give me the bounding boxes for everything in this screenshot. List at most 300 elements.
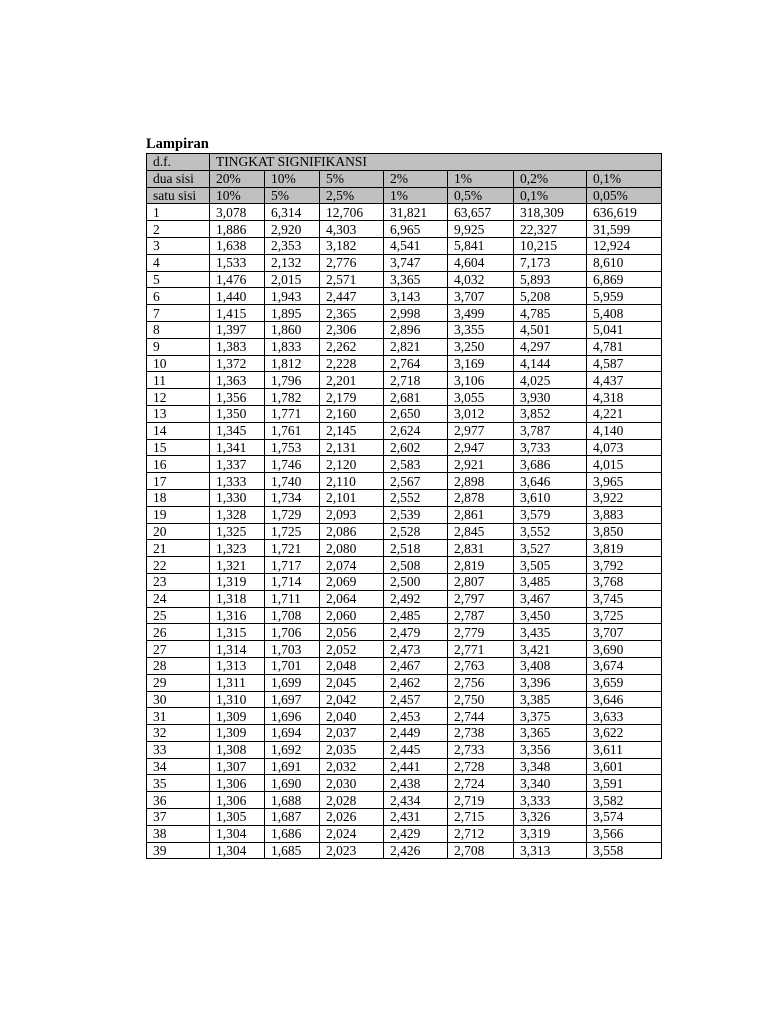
critical-value-cell: 5,408	[587, 305, 662, 322]
critical-value-cell: 318,309	[514, 204, 587, 221]
critical-value-cell: 3,611	[587, 741, 662, 758]
critical-value-cell: 3,182	[320, 237, 384, 254]
critical-value-cell: 1,309	[210, 708, 265, 725]
critical-value-cell: 1,328	[210, 506, 265, 523]
df-cell: 37	[147, 809, 210, 826]
table-row	[147, 439, 662, 456]
critical-value-cell: 8,610	[587, 254, 662, 271]
critical-value-cell: 1,311	[210, 674, 265, 691]
critical-value-cell: 4,144	[514, 355, 587, 372]
critical-value-cell: 3,747	[384, 254, 448, 271]
critical-value-cell: 2,681	[384, 389, 448, 406]
critical-value-cell: 1,761	[265, 422, 320, 439]
critical-value-cell: 1,307	[210, 758, 265, 775]
critical-value-cell: 3,733	[514, 439, 587, 456]
critical-value-cell: 1,685	[265, 842, 320, 859]
critical-value-cell: 2,977	[448, 422, 514, 439]
critical-value-cell: 3,326	[514, 809, 587, 826]
critical-value-cell: 3,313	[514, 842, 587, 859]
df-cell: 32	[147, 725, 210, 742]
critical-value-cell: 4,541	[384, 237, 448, 254]
critical-value-cell: 3,348	[514, 758, 587, 775]
critical-value-cell: 3,143	[384, 288, 448, 305]
table-row	[147, 305, 662, 322]
critical-value-cell: 1,321	[210, 557, 265, 574]
critical-value-cell: 1,687	[265, 809, 320, 826]
critical-value-cell: 5,041	[587, 321, 662, 338]
two-tailed-level: 5%	[320, 170, 384, 187]
critical-value-cell: 2,807	[448, 573, 514, 590]
critical-value-cell: 2,438	[384, 775, 448, 792]
df-cell: 29	[147, 674, 210, 691]
critical-value-cell: 1,696	[265, 708, 320, 725]
critical-value-cell: 1,688	[265, 792, 320, 809]
critical-value-cell: 2,074	[320, 557, 384, 574]
critical-value-cell: 3,505	[514, 557, 587, 574]
critical-value-cell: 2,447	[320, 288, 384, 305]
df-cell: 22	[147, 557, 210, 574]
table-row	[147, 540, 662, 557]
critical-value-cell: 1,895	[265, 305, 320, 322]
critical-value-cell: 2,080	[320, 540, 384, 557]
table-row	[147, 607, 662, 624]
critical-value-cell: 3,055	[448, 389, 514, 406]
critical-value-cell: 2,764	[384, 355, 448, 372]
critical-value-cell: 3,527	[514, 540, 587, 557]
critical-value-cell: 1,323	[210, 540, 265, 557]
critical-value-cell: 3,250	[448, 338, 514, 355]
table-row	[147, 557, 662, 574]
critical-value-cell: 1,337	[210, 456, 265, 473]
critical-value-cell: 2,228	[320, 355, 384, 372]
critical-value-cell: 4,140	[587, 422, 662, 439]
critical-value-cell: 3,646	[514, 473, 587, 490]
critical-value-cell: 1,313	[210, 657, 265, 674]
critical-value-cell: 2,921	[448, 456, 514, 473]
critical-value-cell: 2,500	[384, 573, 448, 590]
critical-value-cell: 3,659	[587, 674, 662, 691]
critical-value-cell: 2,831	[448, 540, 514, 557]
one-tailed-level: 2,5%	[320, 187, 384, 204]
df-cell: 10	[147, 355, 210, 372]
critical-value-cell: 3,792	[587, 557, 662, 574]
critical-value-cell: 1,714	[265, 573, 320, 590]
critical-value-cell: 6,869	[587, 271, 662, 288]
df-cell: 33	[147, 741, 210, 758]
critical-value-cell: 2,037	[320, 725, 384, 742]
critical-value-cell: 1,345	[210, 422, 265, 439]
df-cell: 11	[147, 372, 210, 389]
critical-value-cell: 1,833	[265, 338, 320, 355]
critical-value-cell: 1,753	[265, 439, 320, 456]
df-cell: 20	[147, 523, 210, 540]
table-row	[147, 221, 662, 238]
critical-value-cell: 2,718	[384, 372, 448, 389]
critical-value-cell: 1,372	[210, 355, 265, 372]
df-cell: 1	[147, 204, 210, 221]
critical-value-cell: 9,925	[448, 221, 514, 238]
critical-value-cell: 1,397	[210, 321, 265, 338]
one-tailed-level: 0,05%	[587, 187, 662, 204]
critical-value-cell: 1,309	[210, 725, 265, 742]
critical-value-cell: 4,501	[514, 321, 587, 338]
df-cell: 13	[147, 405, 210, 422]
df-cell: 34	[147, 758, 210, 775]
critical-value-cell: 3,333	[514, 792, 587, 809]
critical-value-cell: 2,262	[320, 338, 384, 355]
df-cell: 27	[147, 641, 210, 658]
critical-value-cell: 4,025	[514, 372, 587, 389]
critical-value-cell: 2,571	[320, 271, 384, 288]
critical-value-cell: 2,015	[265, 271, 320, 288]
critical-value-cell: 2,998	[384, 305, 448, 322]
critical-value-cell: 2,708	[448, 842, 514, 859]
df-cell: 38	[147, 825, 210, 842]
df-cell: 18	[147, 489, 210, 506]
critical-value-cell: 3,622	[587, 725, 662, 742]
two-tailed-level: 10%	[265, 170, 320, 187]
critical-value-cell: 2,878	[448, 489, 514, 506]
critical-value-cell: 3,582	[587, 792, 662, 809]
table-row	[147, 523, 662, 540]
critical-value-cell: 3,707	[448, 288, 514, 305]
table-row	[147, 725, 662, 742]
critical-value-cell: 3,601	[587, 758, 662, 775]
critical-value-cell: 2,528	[384, 523, 448, 540]
critical-value-cell: 2,060	[320, 607, 384, 624]
critical-value-cell: 4,303	[320, 221, 384, 238]
critical-value-cell: 1,415	[210, 305, 265, 322]
critical-value-cell: 3,078	[210, 204, 265, 221]
critical-value-cell: 4,015	[587, 456, 662, 473]
critical-value-cell: 12,924	[587, 237, 662, 254]
critical-value-cell: 3,965	[587, 473, 662, 490]
critical-value-cell: 1,319	[210, 573, 265, 590]
header-row-two-tailed	[147, 170, 662, 187]
critical-value-cell: 3,633	[587, 708, 662, 725]
critical-value-cell: 5,208	[514, 288, 587, 305]
critical-value-cell: 2,026	[320, 809, 384, 826]
critical-value-cell: 1,476	[210, 271, 265, 288]
table-row	[147, 842, 662, 859]
critical-value-cell: 1,782	[265, 389, 320, 406]
critical-value-cell: 2,457	[384, 691, 448, 708]
table-row	[147, 741, 662, 758]
critical-value-cell: 2,028	[320, 792, 384, 809]
critical-value-cell: 1,325	[210, 523, 265, 540]
critical-value-cell: 1,363	[210, 372, 265, 389]
header-significance-cell: TINGKAT SIGNIFIKANSI	[210, 154, 662, 171]
df-cell: 26	[147, 624, 210, 641]
critical-value-cell: 3,725	[587, 607, 662, 624]
critical-value-cell: 6,314	[265, 204, 320, 221]
critical-value-cell: 3,852	[514, 405, 587, 422]
critical-value-cell: 2,821	[384, 338, 448, 355]
one-tailed-level: 5%	[265, 187, 320, 204]
critical-value-cell: 2,479	[384, 624, 448, 641]
critical-value-cell: 1,860	[265, 321, 320, 338]
critical-value-cell: 3,566	[587, 825, 662, 842]
critical-value-cell: 3,883	[587, 506, 662, 523]
critical-value-cell: 2,429	[384, 825, 448, 842]
two-tailed-level: 0,1%	[587, 170, 662, 187]
table-row	[147, 825, 662, 842]
critical-value-cell: 2,045	[320, 674, 384, 691]
critical-value-cell: 1,333	[210, 473, 265, 490]
critical-value-cell: 1,734	[265, 489, 320, 506]
critical-value-cell: 2,724	[448, 775, 514, 792]
critical-value-cell: 3,745	[587, 590, 662, 607]
df-cell: 31	[147, 708, 210, 725]
critical-value-cell: 3,558	[587, 842, 662, 859]
critical-value-cell: 2,733	[448, 741, 514, 758]
critical-value-cell: 2,093	[320, 506, 384, 523]
df-cell: 23	[147, 573, 210, 590]
critical-value-cell: 1,729	[265, 506, 320, 523]
critical-value-cell: 3,850	[587, 523, 662, 540]
critical-value-cell: 2,145	[320, 422, 384, 439]
critical-value-cell: 5,959	[587, 288, 662, 305]
header-df-cell: d.f.	[147, 154, 210, 171]
critical-value-cell: 2,353	[265, 237, 320, 254]
critical-value-cell: 1,341	[210, 439, 265, 456]
df-cell: 24	[147, 590, 210, 607]
critical-value-cell: 3,646	[587, 691, 662, 708]
critical-value-cell: 5,893	[514, 271, 587, 288]
critical-value-cell: 2,797	[448, 590, 514, 607]
critical-value-cell: 3,552	[514, 523, 587, 540]
critical-value-cell: 1,308	[210, 741, 265, 758]
critical-value-cell: 1,746	[265, 456, 320, 473]
critical-value-cell: 3,686	[514, 456, 587, 473]
critical-value-cell: 1,533	[210, 254, 265, 271]
critical-value-cell: 1,699	[265, 674, 320, 691]
critical-value-cell: 2,120	[320, 456, 384, 473]
critical-value-cell: 2,567	[384, 473, 448, 490]
df-cell: 5	[147, 271, 210, 288]
critical-value-cell: 2,042	[320, 691, 384, 708]
table-row	[147, 809, 662, 826]
critical-value-cell: 3,787	[514, 422, 587, 439]
df-cell: 36	[147, 792, 210, 809]
table-row	[147, 254, 662, 271]
critical-value-cell: 3,591	[587, 775, 662, 792]
critical-value-cell: 1,691	[265, 758, 320, 775]
critical-value-cell: 3,340	[514, 775, 587, 792]
critical-value-cell: 2,101	[320, 489, 384, 506]
critical-value-cell: 1,383	[210, 338, 265, 355]
critical-value-cell: 2,434	[384, 792, 448, 809]
critical-value-cell: 2,132	[265, 254, 320, 271]
critical-value-cell: 2,365	[320, 305, 384, 322]
critical-value-cell: 1,350	[210, 405, 265, 422]
df-cell: 28	[147, 657, 210, 674]
df-cell: 9	[147, 338, 210, 355]
table-row	[147, 456, 662, 473]
critical-value-cell: 2,920	[265, 221, 320, 238]
df-cell: 6	[147, 288, 210, 305]
critical-value-cell: 1,771	[265, 405, 320, 422]
critical-value-cell: 2,518	[384, 540, 448, 557]
critical-value-cell: 3,365	[384, 271, 448, 288]
two-tailed-label: dua sisi	[147, 170, 210, 187]
critical-value-cell: 4,587	[587, 355, 662, 372]
critical-value-cell: 2,719	[448, 792, 514, 809]
df-cell: 35	[147, 775, 210, 792]
critical-value-cell: 2,744	[448, 708, 514, 725]
critical-value-cell: 4,604	[448, 254, 514, 271]
critical-value-cell: 2,602	[384, 439, 448, 456]
critical-value-cell: 2,024	[320, 825, 384, 842]
critical-value-cell: 1,943	[265, 288, 320, 305]
t-distribution-table	[146, 153, 662, 859]
critical-value-cell: 4,221	[587, 405, 662, 422]
table-row	[147, 204, 662, 221]
table-row	[147, 792, 662, 809]
table-row	[147, 708, 662, 725]
df-cell: 4	[147, 254, 210, 271]
critical-value-cell: 2,624	[384, 422, 448, 439]
critical-value-cell: 1,708	[265, 607, 320, 624]
critical-value-cell: 3,768	[587, 573, 662, 590]
critical-value-cell: 3,169	[448, 355, 514, 372]
table-row	[147, 405, 662, 422]
two-tailed-level: 0,2%	[514, 170, 587, 187]
critical-value-cell: 3,435	[514, 624, 587, 641]
table-row	[147, 237, 662, 254]
critical-value-cell: 2,426	[384, 842, 448, 859]
critical-value-cell: 31,599	[587, 221, 662, 238]
critical-value-cell: 2,508	[384, 557, 448, 574]
critical-value-cell: 2,431	[384, 809, 448, 826]
critical-value-cell: 63,657	[448, 204, 514, 221]
critical-value-cell: 2,030	[320, 775, 384, 792]
table-row	[147, 271, 662, 288]
critical-value-cell: 2,756	[448, 674, 514, 691]
critical-value-cell: 3,375	[514, 708, 587, 725]
critical-value-cell: 2,035	[320, 741, 384, 758]
critical-value-cell: 2,069	[320, 573, 384, 590]
critical-value-cell: 2,052	[320, 641, 384, 658]
df-cell: 30	[147, 691, 210, 708]
one-tailed-level: 0,5%	[448, 187, 514, 204]
critical-value-cell: 3,674	[587, 657, 662, 674]
critical-value-cell: 1,315	[210, 624, 265, 641]
critical-value-cell: 2,492	[384, 590, 448, 607]
critical-value-cell: 2,160	[320, 405, 384, 422]
table-row	[147, 758, 662, 775]
table-row	[147, 506, 662, 523]
critical-value-cell: 2,819	[448, 557, 514, 574]
critical-value-cell: 2,441	[384, 758, 448, 775]
critical-value-cell: 3,819	[587, 540, 662, 557]
critical-value-cell: 4,781	[587, 338, 662, 355]
table-row	[147, 372, 662, 389]
critical-value-cell: 3,319	[514, 825, 587, 842]
df-cell: 39	[147, 842, 210, 859]
critical-value-cell: 1,706	[265, 624, 320, 641]
critical-value-cell: 7,173	[514, 254, 587, 271]
critical-value-cell: 1,692	[265, 741, 320, 758]
critical-value-cell: 1,740	[265, 473, 320, 490]
table-row	[147, 473, 662, 490]
critical-value-cell: 1,686	[265, 825, 320, 842]
critical-value-cell: 2,712	[448, 825, 514, 842]
table-row	[147, 389, 662, 406]
table-row	[147, 288, 662, 305]
critical-value-cell: 3,385	[514, 691, 587, 708]
critical-value-cell: 4,297	[514, 338, 587, 355]
critical-value-cell: 1,314	[210, 641, 265, 658]
critical-value-cell: 1,697	[265, 691, 320, 708]
critical-value-cell: 2,552	[384, 489, 448, 506]
critical-value-cell: 6,965	[384, 221, 448, 238]
critical-value-cell: 2,947	[448, 439, 514, 456]
critical-value-cell: 1,316	[210, 607, 265, 624]
critical-value-cell: 1,886	[210, 221, 265, 238]
header-row-one-tailed	[147, 187, 662, 204]
critical-value-cell: 2,738	[448, 725, 514, 742]
critical-value-cell: 2,467	[384, 657, 448, 674]
critical-value-cell: 4,785	[514, 305, 587, 322]
critical-value-cell: 2,449	[384, 725, 448, 742]
df-cell: 14	[147, 422, 210, 439]
critical-value-cell: 3,467	[514, 590, 587, 607]
table-row	[147, 573, 662, 590]
critical-value-cell: 1,318	[210, 590, 265, 607]
critical-value-cell: 1,796	[265, 372, 320, 389]
critical-value-cell: 1,305	[210, 809, 265, 826]
table-body	[147, 154, 662, 859]
critical-value-cell: 22,327	[514, 221, 587, 238]
critical-value-cell: 1,440	[210, 288, 265, 305]
critical-value-cell: 4,032	[448, 271, 514, 288]
df-cell: 19	[147, 506, 210, 523]
df-cell: 16	[147, 456, 210, 473]
critical-value-cell: 1,306	[210, 775, 265, 792]
critical-value-cell: 31,821	[384, 204, 448, 221]
critical-value-cell: 3,499	[448, 305, 514, 322]
critical-value-cell: 2,453	[384, 708, 448, 725]
df-cell: 12	[147, 389, 210, 406]
two-tailed-level: 2%	[384, 170, 448, 187]
critical-value-cell: 2,583	[384, 456, 448, 473]
critical-value-cell: 2,056	[320, 624, 384, 641]
table-row	[147, 338, 662, 355]
critical-value-cell: 2,023	[320, 842, 384, 859]
df-cell: 3	[147, 237, 210, 254]
critical-value-cell: 2,715	[448, 809, 514, 826]
critical-value-cell: 3,922	[587, 489, 662, 506]
critical-value-cell: 2,728	[448, 758, 514, 775]
df-cell: 17	[147, 473, 210, 490]
critical-value-cell: 2,040	[320, 708, 384, 725]
critical-value-cell: 2,896	[384, 321, 448, 338]
critical-value-cell: 2,110	[320, 473, 384, 490]
critical-value-cell: 2,048	[320, 657, 384, 674]
critical-value-cell: 3,365	[514, 725, 587, 742]
critical-value-cell: 2,306	[320, 321, 384, 338]
critical-value-cell: 636,619	[587, 204, 662, 221]
critical-value-cell: 2,861	[448, 506, 514, 523]
critical-value-cell: 2,763	[448, 657, 514, 674]
critical-value-cell: 3,450	[514, 607, 587, 624]
table-row	[147, 422, 662, 439]
critical-value-cell: 2,771	[448, 641, 514, 658]
critical-value-cell: 1,694	[265, 725, 320, 742]
df-cell: 15	[147, 439, 210, 456]
df-cell: 25	[147, 607, 210, 624]
